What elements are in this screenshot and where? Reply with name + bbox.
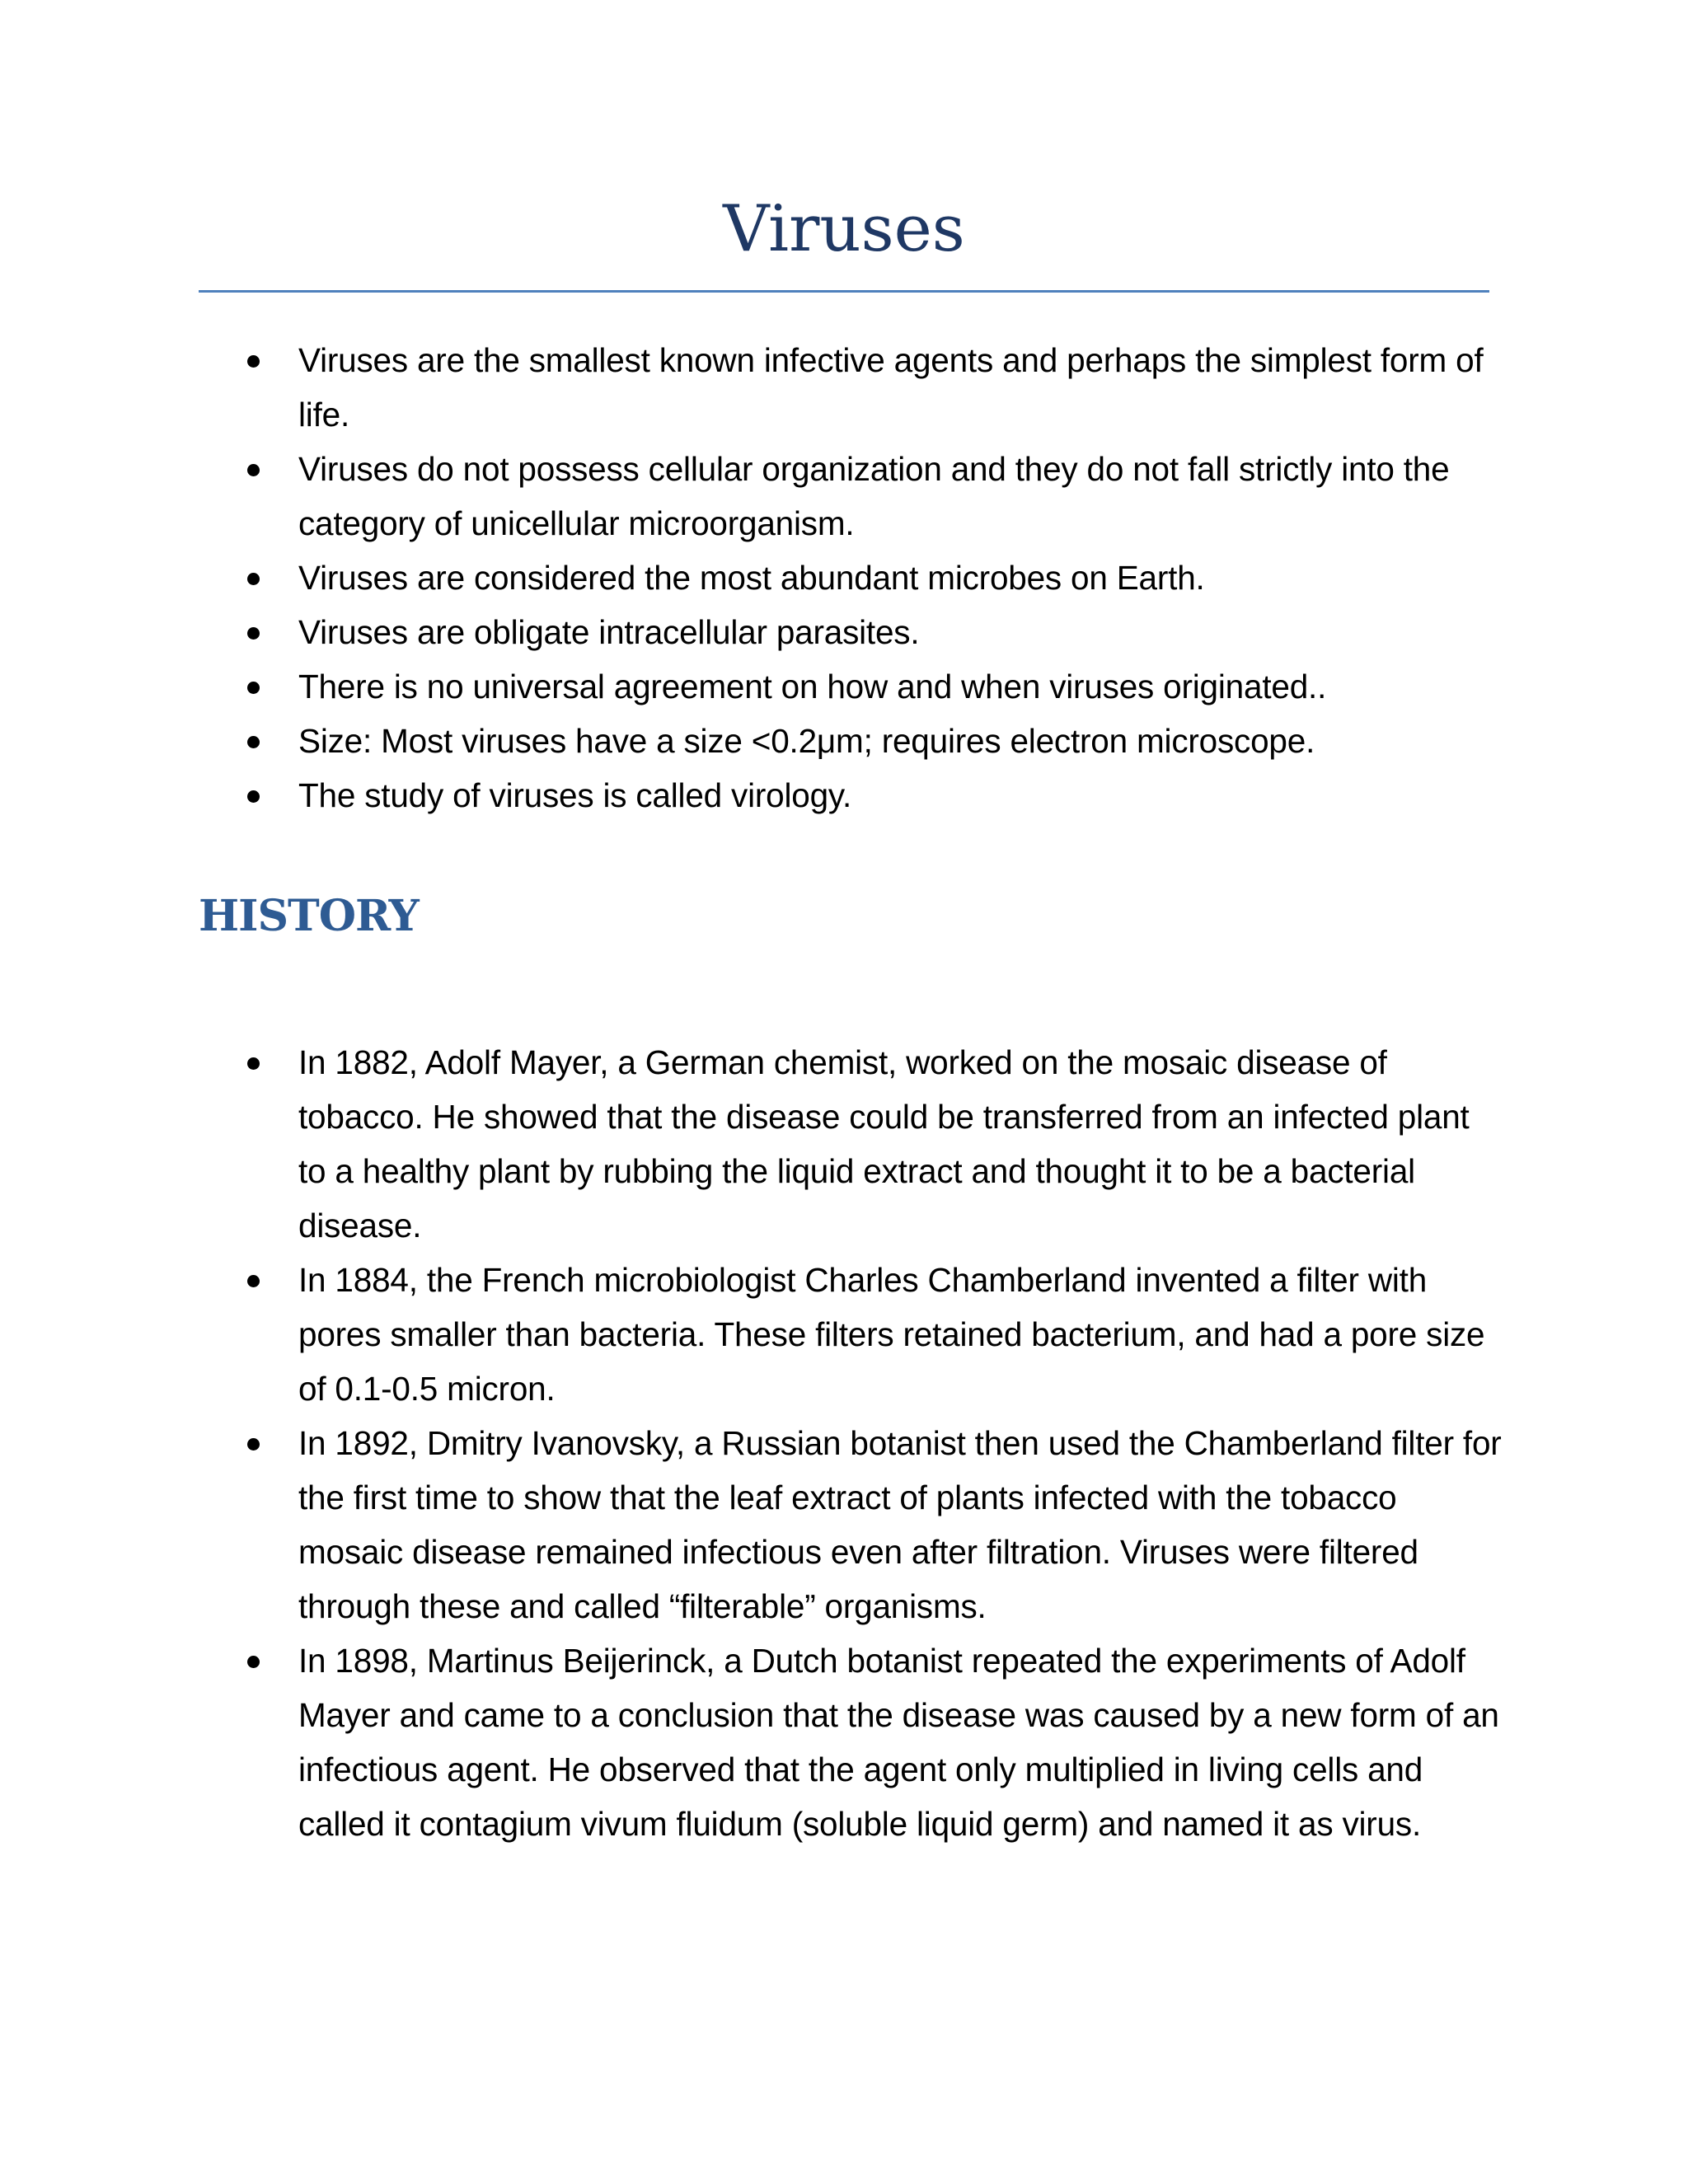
list-item: [0, 768, 1502, 823]
list-item-text: Viruses do not possess cellular organization and they do not fall strictly into the category of unicellular microorganism.: [298, 450, 1450, 542]
history-bullet-list: [0, 1035, 1688, 1851]
list-item: [0, 1416, 1502, 1633]
bullet-icon: [247, 464, 260, 476]
bullet-icon: [247, 790, 260, 803]
list-item: [0, 333, 1502, 442]
bullet-icon: [247, 1656, 260, 1668]
bullet-icon: [247, 627, 260, 640]
list-item: [0, 442, 1502, 551]
bullet-icon: [247, 573, 260, 585]
list-item-text: Viruses are obligate intracellular parasites.: [298, 613, 920, 651]
list-item: [0, 1035, 1502, 1253]
list-item-text: Viruses are the smallest known infective agents and perhaps the simplest form of life.: [298, 341, 1484, 434]
bullet-icon: [247, 1275, 260, 1287]
page-title: Viruses: [723, 192, 965, 266]
list-item-text: In 1884, the French microbiologist Charles Chamberland invented a filter with pores smaller than bacteria. These filters retained bacterium, and had a pore size of 0.1-0.5 micron.: [298, 1261, 1485, 1408]
bullet-icon: [247, 736, 260, 748]
list-item: [0, 1633, 1502, 1851]
list-item: [0, 1253, 1502, 1416]
bullet-icon: [247, 355, 260, 368]
list-item-text: Viruses are considered the most abundant microbes on Earth.: [298, 559, 1205, 597]
history-heading: HISTORY: [199, 891, 419, 941]
title-underline: [199, 290, 1489, 293]
bullet-icon: [247, 1438, 260, 1451]
list-item: [0, 659, 1502, 714]
list-item: [0, 605, 1502, 659]
bullet-icon: [247, 1057, 260, 1070]
list-item-text: In 1898, Martinus Beijerinck, a Dutch botanist repeated the experiments of Adolf Mayer and came to a conclusion that the disease was caused by a new form of an infectious agent. He observed that the agent only multiplied in living cells and called it contagium vivum fluidum (soluble liquid germ) and named it as virus.: [298, 1642, 1499, 1843]
list-item-text: Size: Most viruses have a size <0.2μm; requires electron microscope.: [298, 722, 1315, 760]
list-item-text: In 1892, Dmitry Ivanovsky, a Russian botanist then used the Chamberland filter for the first time to show that the leaf extract of plants infected with the tobacco mosaic disease remained infectious even after filtration. Viruses were filtered through these and called “filterable” organisms.: [298, 1424, 1502, 1625]
list-item-text: The study of viruses is called virology.: [298, 776, 852, 814]
bullet-icon: [247, 682, 260, 694]
list-item-text: In 1882, Adolf Mayer, a German chemist, worked on the mosaic disease of tobacco. He showed that the disease could be transferred from an infected plant to a healthy plant by rubbing the liquid extract and thought it to be a bacterial disease.: [298, 1043, 1470, 1244]
list-item: [0, 714, 1502, 768]
list-item: [0, 551, 1502, 605]
intro-bullet-list: [0, 333, 1688, 823]
list-item-text: There is no universal agreement on how and when viruses originated..: [298, 668, 1327, 705]
